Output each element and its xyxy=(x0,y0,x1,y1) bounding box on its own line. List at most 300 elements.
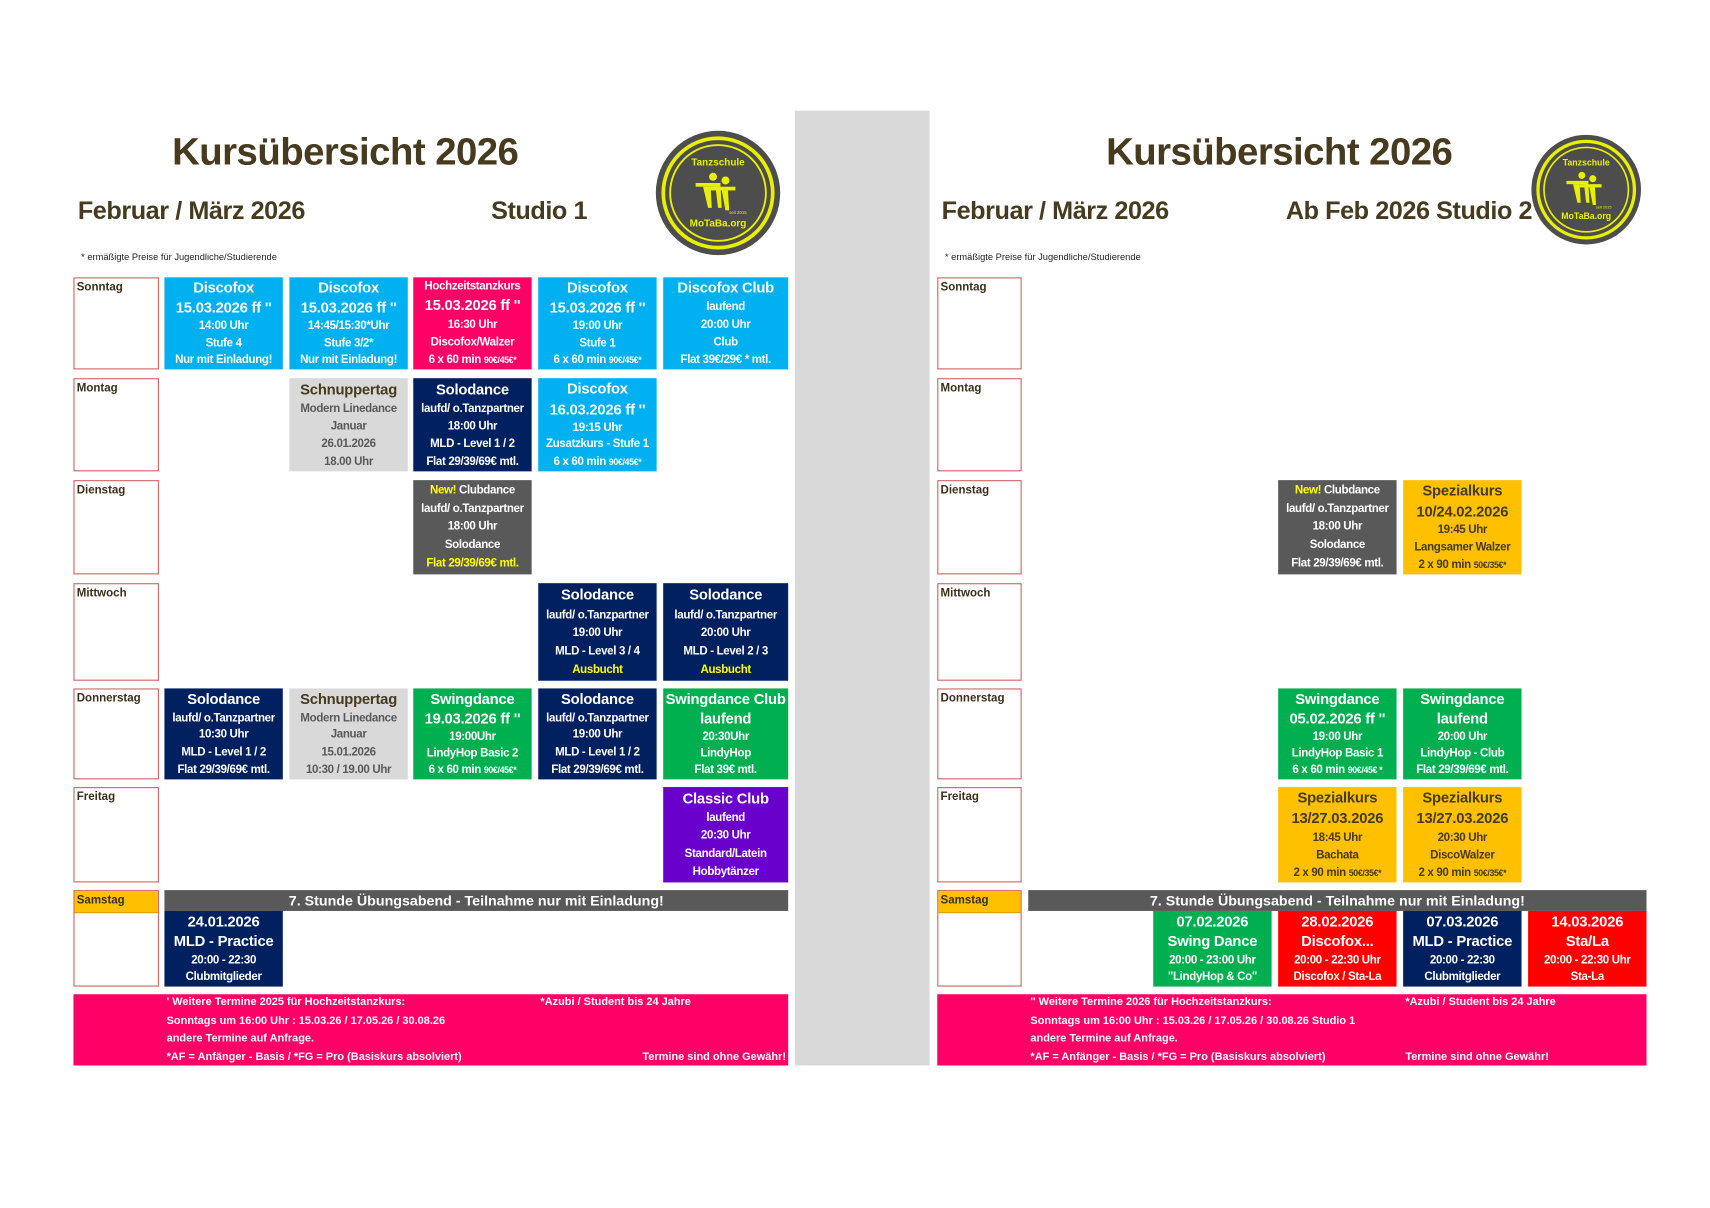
course-line xyxy=(430,437,515,451)
course-text: 07.02.2026 xyxy=(1176,913,1249,930)
course-text: Bachata xyxy=(1316,848,1359,862)
course-text: 20:00 - 22:30 xyxy=(1429,953,1495,967)
course-card-24-01-2026[interactable] xyxy=(164,911,282,987)
course-line xyxy=(573,320,623,334)
course-line xyxy=(700,710,751,728)
course-line xyxy=(1420,747,1504,761)
course-text: 19.03.2026 ff '' xyxy=(424,710,521,727)
course-line xyxy=(1438,730,1488,744)
course-text: Swingdance xyxy=(1420,690,1505,708)
course-text: 28.02.2026 xyxy=(1301,913,1374,930)
school-logo xyxy=(653,128,782,257)
course-line xyxy=(1295,483,1380,497)
course-text: 14.03.2026 xyxy=(1551,913,1624,930)
footer-line: Sonntags um 16:00 Uhr : 15.03.26 / 17.05.26 / 30.08.26 xyxy=(166,1014,446,1027)
course-card-discofox[interactable] xyxy=(538,277,656,369)
course-text: 19:45 Uhr xyxy=(1437,523,1488,537)
course-text: Classic Club xyxy=(682,790,769,807)
course-text: 19:15 Uhr xyxy=(572,420,623,435)
footer-line: '' Weitere Termine 2026 für Hochzeitstanzkurs: xyxy=(1030,996,1272,1009)
course-line xyxy=(448,419,498,433)
course-line xyxy=(1426,913,1498,931)
course-line xyxy=(1438,831,1488,845)
course-text: MLD - Level 1 / 2 xyxy=(555,745,640,759)
highlight-text: Flat 29/39/69€ mtl. xyxy=(426,556,519,571)
course-line xyxy=(1313,520,1363,534)
course-text: Flat 29/39/69€ mtl. xyxy=(1416,762,1509,777)
course-card-discofox[interactable] xyxy=(538,378,656,471)
course-text: Solodance xyxy=(689,586,763,603)
day-label: Samstag xyxy=(938,891,1020,913)
course-line xyxy=(449,730,496,744)
course-text: 13/27.03.2026 xyxy=(1416,810,1509,827)
course-line xyxy=(427,747,518,761)
course-line xyxy=(555,645,640,659)
course-line xyxy=(1566,933,1609,951)
page-divider xyxy=(795,111,930,1066)
day-label: Montag xyxy=(940,381,982,395)
course-text: 19:00Uhr xyxy=(449,730,496,744)
course-line xyxy=(666,691,786,709)
course-card-spezialkurs[interactable] xyxy=(1403,480,1521,574)
day-label: Donnerstag xyxy=(940,691,1005,705)
course-line xyxy=(1313,730,1363,744)
course-line xyxy=(426,454,518,468)
course-line xyxy=(331,728,367,742)
course-text: Clubmitglieder xyxy=(185,969,262,984)
course-line xyxy=(700,747,750,761)
course-text: Swingdance xyxy=(1295,690,1380,708)
course-line xyxy=(181,746,266,760)
day-label: Donnerstag xyxy=(76,691,141,705)
course-line xyxy=(573,626,623,640)
course-line xyxy=(324,336,373,350)
course-text: Standard/Latein xyxy=(684,847,767,861)
course-text: Solodance xyxy=(436,380,509,398)
studio1-period: Februar / März 2026 xyxy=(77,196,305,225)
course-text: 18:45 Uhr xyxy=(1312,830,1363,845)
day-mittwoch xyxy=(73,583,159,681)
course-line xyxy=(448,318,498,332)
course-text: 20:30 Uhr xyxy=(700,829,751,843)
course-line xyxy=(1424,970,1500,984)
course-text: Zusatzkurs - Stufe 1 xyxy=(546,437,649,451)
course-text: 20:30 Uhr xyxy=(1437,830,1488,845)
course-text: Discofox Club xyxy=(677,279,775,297)
course-line xyxy=(695,763,757,777)
course-text: Nur mit Einladung! xyxy=(300,352,398,366)
course-line xyxy=(701,318,751,332)
course-line xyxy=(321,437,375,451)
course-line xyxy=(573,728,623,742)
course-line xyxy=(683,645,768,659)
course-line xyxy=(1544,953,1631,967)
course-line xyxy=(573,421,623,435)
course-line xyxy=(693,865,759,879)
footer-line: ' Weitere Termine 2025 für Hochzeitstanzkurs: xyxy=(166,996,406,1009)
course-line xyxy=(1176,913,1248,931)
day-freitag xyxy=(937,787,1021,882)
day-label: Montag xyxy=(76,381,118,395)
course-text: MLD - Level 1 / 2 xyxy=(181,745,266,759)
course-card-solodance[interactable] xyxy=(413,378,531,471)
highlight-text: Ausbucht xyxy=(700,663,751,677)
course-text: LindyHop xyxy=(700,746,751,760)
course-line xyxy=(1168,933,1258,951)
course-card-new-clubdance[interactable] xyxy=(1278,480,1396,574)
course-text: Solodance xyxy=(187,690,261,708)
course-text: Spezialkurs xyxy=(1297,789,1378,807)
course-text: 6 x 60 min xyxy=(428,762,484,777)
course-text: 90€/45€* xyxy=(483,765,517,776)
footer-age-note: *Azubi / Student bis 24 Jahre xyxy=(1405,996,1556,1009)
course-text: Discofox xyxy=(318,279,379,297)
course-line xyxy=(191,953,256,967)
course-text: Flat 29/39/69€ mtl. xyxy=(426,454,519,468)
day-freitag xyxy=(73,787,159,882)
course-text: laufend xyxy=(706,300,746,314)
course-card-classic-club[interactable] xyxy=(663,787,788,882)
studio2-period: Februar / März 2026 xyxy=(941,196,1169,225)
course-text: Schnuppertag xyxy=(300,380,398,398)
course-line xyxy=(186,970,262,984)
course-text: 50€/35€* xyxy=(1473,867,1507,878)
studio1-practice-banner: 7. Stunde Übungsabend - Teilnahme nur mit Einladung! xyxy=(164,890,788,911)
studio2-price-note: * ermäßigte Preise für Jugendliche/Studierende xyxy=(944,251,1141,262)
day-label: Mittwoch xyxy=(940,586,991,600)
course-line xyxy=(685,847,767,861)
highlight-text: Ausbucht xyxy=(572,663,623,677)
course-text: laufd/ o.Tanzpartner xyxy=(421,501,524,515)
course-card-new-clubdance[interactable] xyxy=(413,480,531,574)
day-samstag xyxy=(73,890,159,986)
course-text: 18:00 Uhr xyxy=(447,419,498,433)
studio1-price-note: * ermäßigte Preise für Jugendliche/Studierende xyxy=(81,251,277,262)
course-text: MLD - Practice xyxy=(1412,933,1513,950)
course-line xyxy=(546,711,649,725)
course-line xyxy=(1286,502,1389,516)
course-text: Modern Linedance xyxy=(300,711,397,725)
course-text: 19:00 Uhr xyxy=(572,626,623,640)
course-line xyxy=(421,502,524,516)
course-text: MLD - Level 1 / 2 xyxy=(430,436,515,450)
course-text: Stufe 3/2* xyxy=(323,336,374,350)
course-text: 20:00 - 23:00 Uhr xyxy=(1169,953,1256,967)
day-label: Sonntag xyxy=(940,280,987,294)
course-line xyxy=(425,710,521,728)
course-text: 6 x 60 min xyxy=(428,352,484,366)
course-card-solodance[interactable] xyxy=(538,688,656,779)
course-line xyxy=(445,539,500,553)
course-line xyxy=(689,586,762,604)
course-line xyxy=(677,280,774,298)
course-text: Discofox... xyxy=(1301,933,1374,950)
course-card-schnuppertag[interactable] xyxy=(289,688,407,779)
course-text: Discofox/Walzer xyxy=(430,335,515,349)
course-line xyxy=(1301,913,1373,931)
course-text: 16.03.2026 ff '' xyxy=(549,400,646,418)
course-line xyxy=(1168,970,1257,984)
course-text: 18:00 Uhr xyxy=(1312,520,1363,534)
studio2-title: Kursübersicht 2026 xyxy=(1106,130,1453,174)
course-line xyxy=(1416,503,1508,521)
course-line xyxy=(429,763,517,777)
school-logo xyxy=(1529,133,1643,247)
course-text: Solodance xyxy=(1309,538,1365,552)
course-text: Schnuppertag xyxy=(300,690,398,708)
course-text: Sta/La xyxy=(1565,933,1609,950)
course-card-discofox[interactable] xyxy=(289,277,407,369)
course-line xyxy=(1292,747,1383,761)
course-line xyxy=(318,280,379,298)
course-line xyxy=(1422,790,1502,808)
course-text: Modern Linedance xyxy=(300,401,397,415)
course-text: laufd/ o.Tanzpartner xyxy=(1286,501,1389,515)
course-text: LindyHop - Club xyxy=(1420,746,1505,760)
course-text: 16:30 Uhr xyxy=(447,317,498,332)
course-text: 2 x 90 min xyxy=(1293,865,1349,879)
course-text: Swing Dance xyxy=(1167,933,1258,950)
course-text: Januar xyxy=(330,419,367,433)
svg-text:seit 2015: seit 2015 xyxy=(1595,205,1612,210)
course-text: 24.01.2026 xyxy=(187,913,260,930)
course-text: 10:30 Uhr xyxy=(198,728,249,742)
course-card-28-02-2026[interactable] xyxy=(1278,911,1396,987)
course-text: laufend xyxy=(700,710,752,727)
course-text: MLD - Level 2 / 3 xyxy=(683,644,768,659)
course-line xyxy=(1416,763,1508,777)
course-text: Stufe 4 xyxy=(205,336,242,350)
course-text: "LindyHop & Co" xyxy=(1167,969,1257,984)
course-text: 20:00 - 22:30 xyxy=(191,953,257,967)
course-card-spezialkurs[interactable] xyxy=(1278,787,1396,882)
course-text: 90€/45€* xyxy=(483,354,517,365)
course-text: Discofox xyxy=(193,279,254,297)
course-text: 10:30 / 19.00 Uhr xyxy=(305,762,392,776)
course-line xyxy=(429,353,517,367)
course-text: Clubdance xyxy=(1323,483,1380,497)
course-line xyxy=(1297,790,1377,808)
course-line xyxy=(300,353,397,367)
course-line xyxy=(199,320,249,334)
course-text: 15.03.2026 ff '' xyxy=(175,299,272,317)
course-line xyxy=(1169,953,1256,967)
course-text: 20:00 - 22:30 Uhr xyxy=(1294,953,1381,967)
course-text: Solodance xyxy=(560,586,634,603)
course-text: 20:00 Uhr xyxy=(700,626,751,640)
course-line xyxy=(706,811,745,825)
course-line xyxy=(701,829,751,843)
day-donnerstag xyxy=(73,688,159,779)
course-card-swingdance[interactable] xyxy=(1403,688,1521,779)
footer-age-note: *Azubi / Student bis 24 Jahre xyxy=(540,996,691,1009)
course-line xyxy=(681,353,771,367)
course-text: Sta-La xyxy=(1570,969,1604,984)
course-line xyxy=(430,691,514,709)
course-text: 19:00 Uhr xyxy=(572,319,623,333)
course-line xyxy=(561,691,634,709)
course-line xyxy=(177,763,269,777)
day-label: Sonntag xyxy=(76,280,123,294)
day-label: Samstag xyxy=(75,891,158,913)
course-text: Spezialkurs xyxy=(1422,482,1503,500)
course-line xyxy=(1293,970,1381,984)
course-text: laufend xyxy=(706,811,746,825)
course-line xyxy=(1414,541,1510,555)
day-sonntag xyxy=(937,277,1021,369)
studio1-studio-label: Studio 1 xyxy=(491,196,588,225)
day-dienstag xyxy=(73,480,159,574)
course-text: laufd/ o.Tanzpartner xyxy=(546,711,649,725)
course-line xyxy=(572,663,622,677)
course-text: 18:00 Uhr xyxy=(447,520,498,534)
course-line xyxy=(1294,953,1381,967)
footer-line: andere Termine auf Anfrage. xyxy=(1030,1032,1178,1045)
course-card-swingdance[interactable] xyxy=(1278,688,1396,779)
course-text: 90€/45€ * xyxy=(1347,765,1383,776)
footer-line: *AF = Anfänger - Basis / *FG = Pro (Basiskurs absolviert) xyxy=(1030,1050,1326,1063)
day-dienstag xyxy=(937,480,1021,574)
course-line xyxy=(1430,953,1495,967)
studio2-footer xyxy=(937,994,1646,1065)
course-text: laufend xyxy=(1436,710,1488,727)
course-card-solodance[interactable] xyxy=(663,583,788,681)
studio1-title: Kursübersicht 2026 xyxy=(172,130,519,174)
course-line xyxy=(714,335,738,349)
course-line xyxy=(448,520,498,534)
course-line xyxy=(555,746,640,760)
svg-text:MoTaBa.org: MoTaBa.org xyxy=(689,218,747,230)
course-card-14-03-2026[interactable] xyxy=(1528,911,1646,987)
course-text: Nur mit Einladung! xyxy=(175,352,273,366)
course-line xyxy=(567,280,628,298)
course-line xyxy=(546,608,649,622)
course-line xyxy=(431,335,515,349)
course-line xyxy=(674,608,777,622)
course-line xyxy=(550,300,646,318)
course-text: laufd/ o.Tanzpartner xyxy=(172,711,275,725)
course-text: MLD - Level 3 / 4 xyxy=(555,644,640,659)
studio2-studio-label: Ab Feb 2026 Studio 2 xyxy=(1285,196,1533,225)
course-card-solodance[interactable] xyxy=(164,688,282,779)
svg-text:seit 2015: seit 2015 xyxy=(729,210,747,216)
course-line xyxy=(199,728,249,742)
course-text: 6 x 60 min xyxy=(553,454,609,468)
course-line xyxy=(308,320,389,334)
course-text: 20:30Uhr xyxy=(702,730,749,744)
course-text: 10/24.02.2026 xyxy=(1416,503,1509,520)
course-line xyxy=(174,933,274,951)
footer-line: *AF = Anfänger - Basis / *FG = Pro (Basiskurs absolviert) xyxy=(166,1050,462,1063)
course-line xyxy=(1293,866,1381,880)
course-line xyxy=(324,454,373,468)
course-card-solodance[interactable] xyxy=(538,583,656,681)
course-card-07-02-2026[interactable] xyxy=(1153,911,1271,987)
course-text: 14:00 Uhr xyxy=(198,319,249,333)
course-text: 6 x 60 min xyxy=(553,352,609,366)
course-line xyxy=(1292,763,1382,777)
studio1-footer xyxy=(73,994,788,1065)
course-line xyxy=(424,280,520,294)
course-line xyxy=(321,746,375,760)
course-card-hochzeitstanzkurs[interactable] xyxy=(413,277,531,369)
course-text: 19:00 Uhr xyxy=(572,728,623,742)
course-line xyxy=(1551,913,1623,931)
course-card-swingdance-club[interactable] xyxy=(663,688,788,779)
course-line xyxy=(554,455,642,469)
course-text: 50€/35€* xyxy=(1348,867,1382,878)
course-text: 90€/45€* xyxy=(608,354,642,365)
day-montag xyxy=(937,378,1021,471)
course-text: Flat 39€ mtl. xyxy=(694,762,757,777)
course-text: Clubdance xyxy=(459,483,515,497)
course-text: 07.03.2026 xyxy=(1426,913,1499,930)
day-label: Dienstag xyxy=(76,483,126,497)
course-line xyxy=(300,711,396,725)
course-text: LindyHop Basic 1 xyxy=(1291,746,1384,760)
course-text: 15.03.2026 ff '' xyxy=(424,297,521,314)
svg-text:Tanzschule: Tanzschule xyxy=(691,157,745,169)
course-line xyxy=(1418,866,1506,880)
course-line xyxy=(188,913,260,931)
course-line xyxy=(579,336,615,350)
course-text: 2 x 90 min xyxy=(1418,557,1474,571)
course-text: 6 x 60 min xyxy=(1292,762,1348,777)
course-text: Januar xyxy=(330,728,367,742)
course-card-schnuppertag[interactable] xyxy=(289,378,407,471)
course-line xyxy=(1295,691,1379,709)
course-text: 20:00 Uhr xyxy=(700,317,751,332)
course-line xyxy=(1291,557,1383,571)
studio2-practice-banner: 7. Stunde Übungsabend - Teilnahme nur mit Einladung! xyxy=(1028,890,1646,911)
course-line xyxy=(426,557,518,571)
course-line xyxy=(1290,710,1386,728)
course-card-discofox[interactable] xyxy=(164,277,282,369)
course-card-07-03-2026[interactable] xyxy=(1403,911,1521,987)
course-line xyxy=(1310,539,1365,553)
course-text: Spezialkurs xyxy=(1422,789,1503,807)
course-text: 15.03.2026 ff '' xyxy=(549,299,646,317)
course-line xyxy=(430,483,515,497)
course-line xyxy=(1430,848,1494,862)
course-line xyxy=(206,336,242,350)
course-line xyxy=(567,381,628,399)
day-label: Freitag xyxy=(76,790,116,804)
day-samstag xyxy=(937,890,1021,986)
course-card-swingdance[interactable] xyxy=(413,688,531,779)
course-text: Stufe 1 xyxy=(579,336,616,350)
course-line xyxy=(551,763,643,777)
day-mittwoch xyxy=(937,583,1021,681)
course-card-spezialkurs[interactable] xyxy=(1403,787,1521,882)
course-line xyxy=(1438,523,1488,537)
course-line xyxy=(301,300,397,318)
course-line xyxy=(1422,483,1502,501)
course-text: 90€/45€* xyxy=(608,456,642,467)
course-line xyxy=(1418,558,1506,572)
course-text: LindyHop Basic 2 xyxy=(426,746,519,760)
course-card-discofox-club[interactable] xyxy=(663,277,788,369)
course-text: Discofox xyxy=(567,279,628,297)
course-text: 2 x 90 min xyxy=(1418,865,1474,879)
course-line xyxy=(546,438,649,452)
course-text: 18.00 Uhr xyxy=(324,454,374,468)
course-text: 15.01.2026 xyxy=(321,745,376,759)
course-text: Hochzeitstanzkurs xyxy=(424,279,521,294)
course-text: Langsamer Walzer xyxy=(1414,540,1511,554)
course-text: 13/27.03.2026 xyxy=(1291,810,1384,827)
course-text: 26.01.2026 xyxy=(321,436,376,450)
